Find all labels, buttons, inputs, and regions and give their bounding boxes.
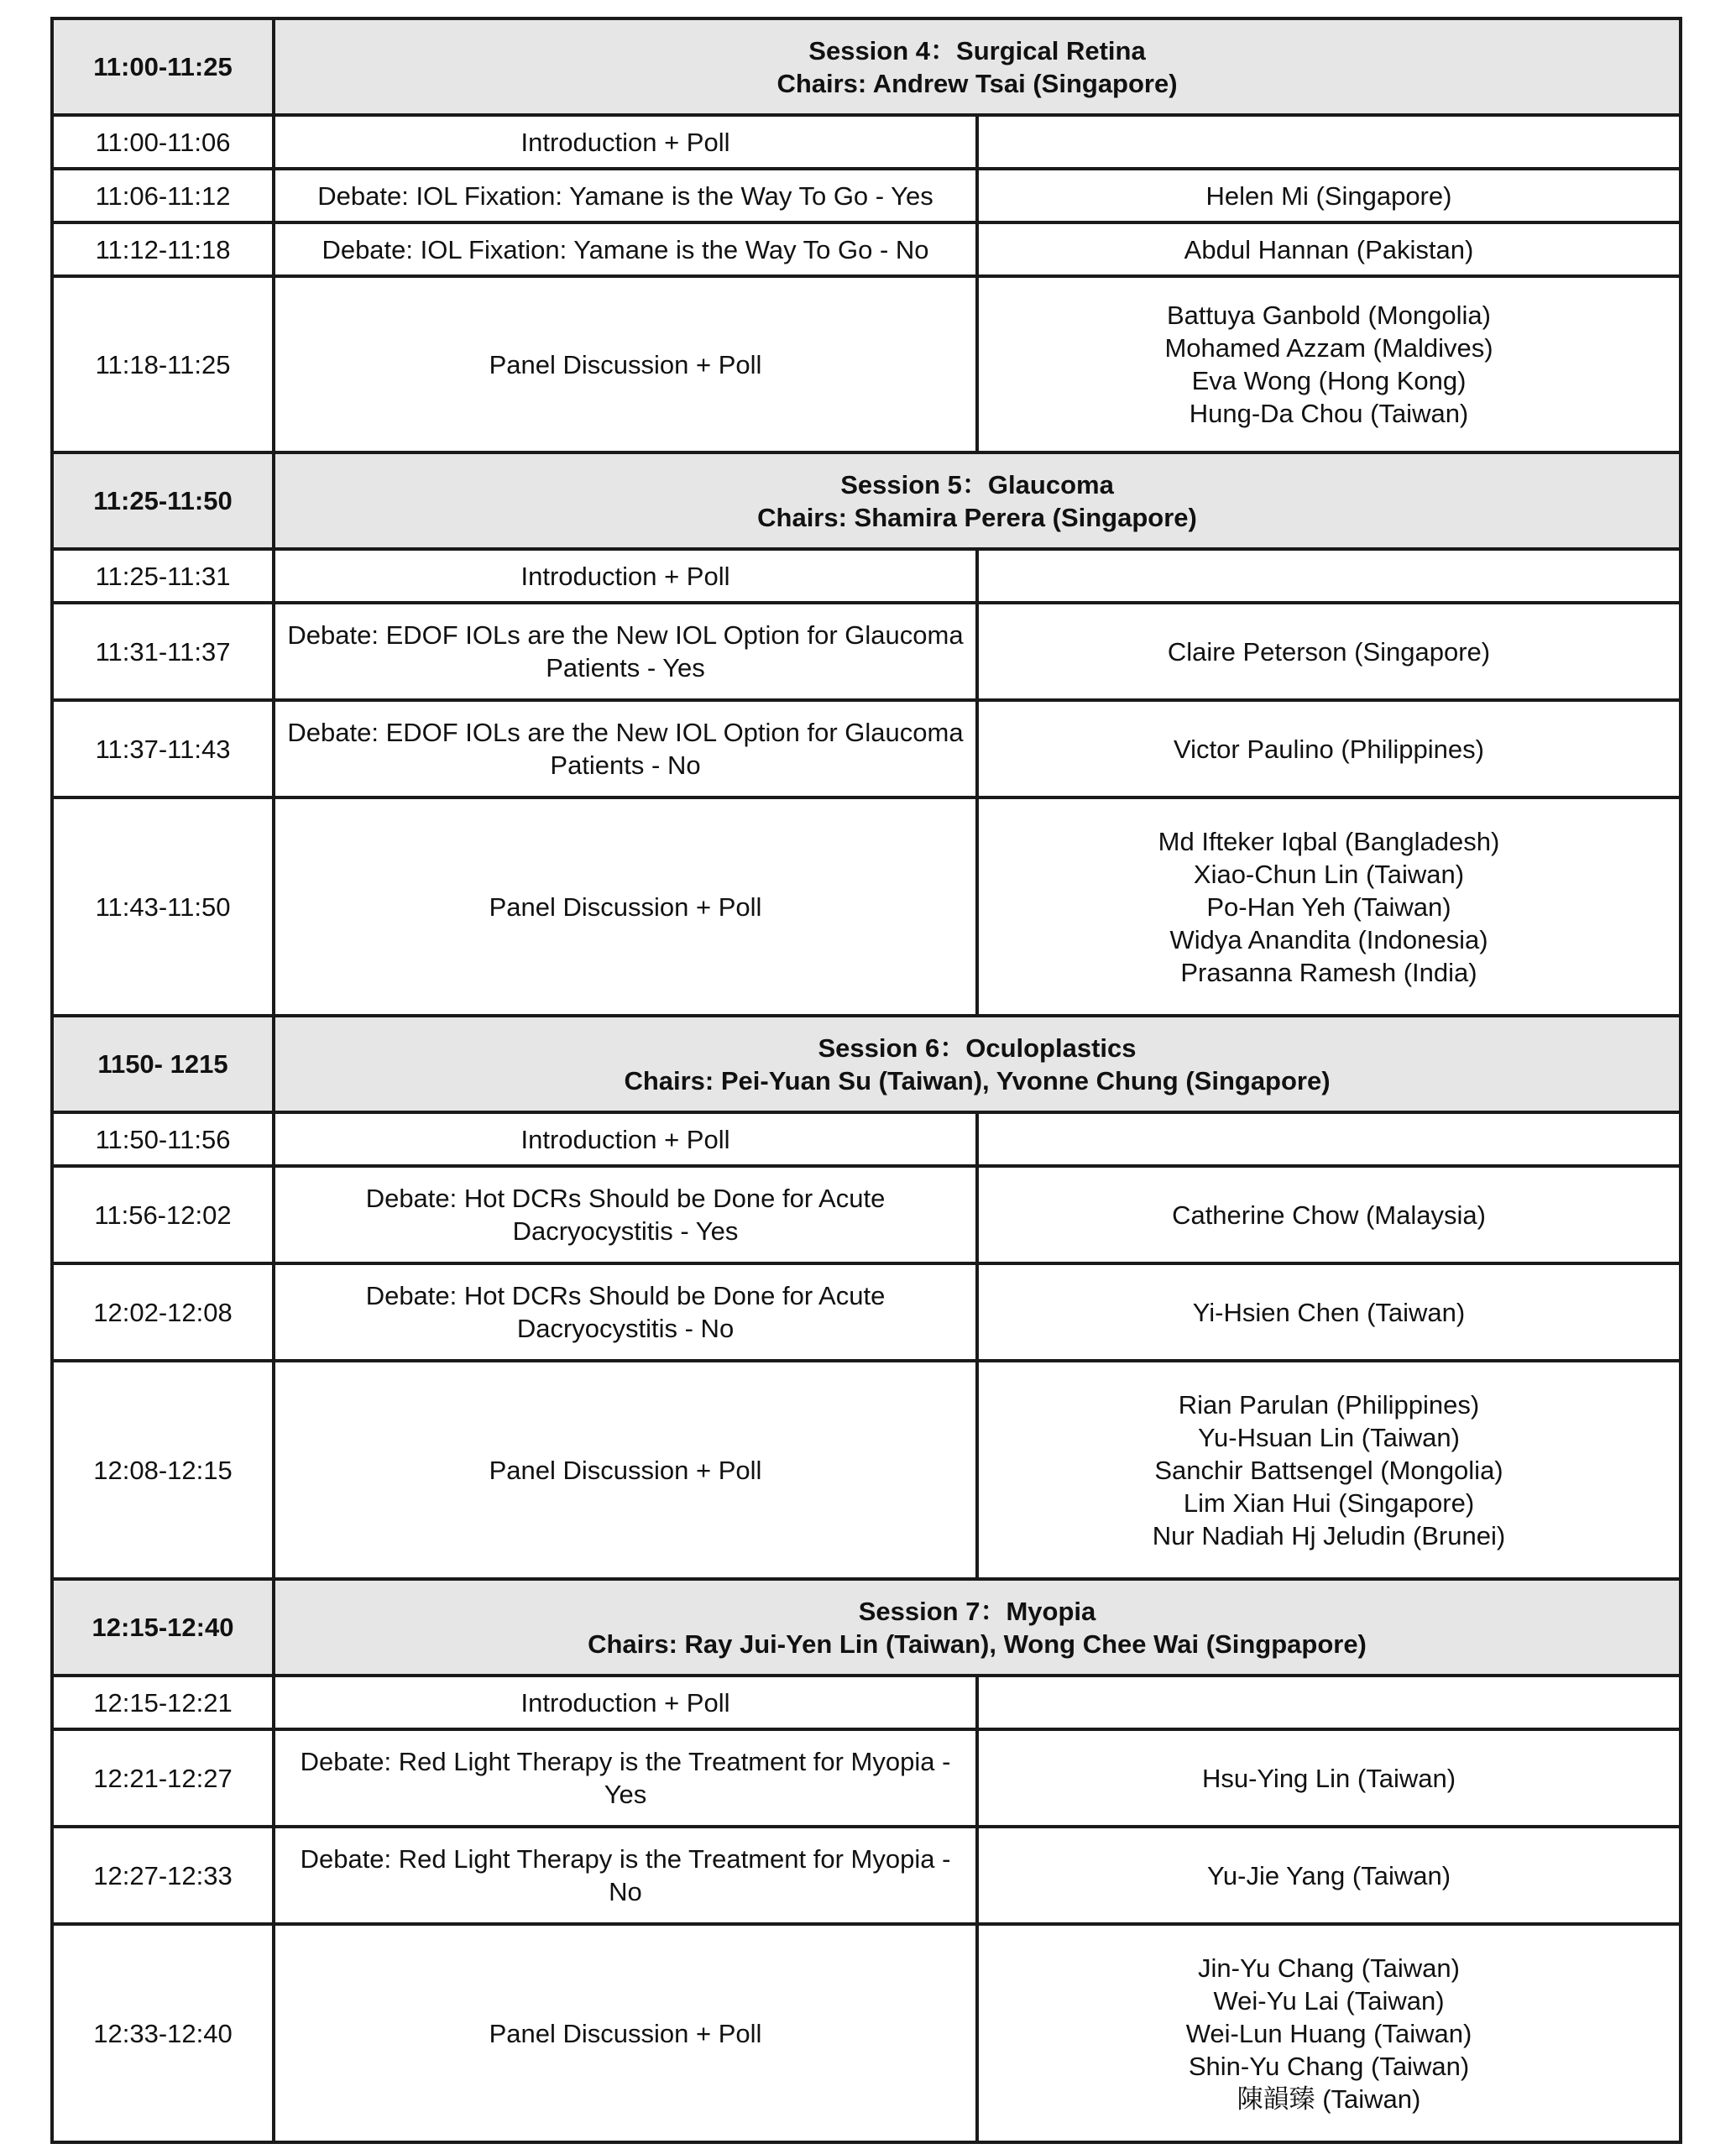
- agenda-topic: Introduction + Poll: [274, 549, 977, 603]
- speaker-name: Claire Peterson (Singapore): [1167, 636, 1491, 667]
- agenda-speakers: [977, 1166, 1681, 1263]
- agenda-speakers: [977, 1676, 1681, 1729]
- session-chairs: Chairs: Shamira Perera (Singapore): [757, 502, 1197, 532]
- topic-line: Patients - No: [550, 750, 701, 780]
- agenda-time: 12:08-12:15: [52, 1361, 274, 1579]
- agenda-topic: Panel Discussion + Poll: [274, 1924, 977, 2142]
- agenda-time: 12:02-12:08: [52, 1263, 274, 1361]
- agenda-topic: Introduction + Poll: [274, 1112, 977, 1166]
- speaker-name: Abdul Hannan (Pakistan): [1184, 234, 1474, 264]
- session-chairs: Chairs: Ray Jui-Yen Lin (Taiwan), Wong Chee Wai (Singpapore): [588, 1629, 1367, 1659]
- session-title: Session 4：Surgical Retina: [808, 35, 1146, 65]
- agenda-speakers: [977, 169, 1681, 222]
- speaker-name: 陳韻臻 (Taiwan): [1237, 2084, 1421, 2114]
- agenda-time: 11:25-11:31: [52, 549, 274, 603]
- speaker-name: Catherine Chow (Malaysia): [1172, 1200, 1486, 1230]
- agenda-speakers: [977, 276, 1681, 452]
- session-heading: [274, 18, 1681, 115]
- speaker-name: Nur Nadiah Hj Jeludin (Brunei): [1152, 1520, 1506, 1550]
- agenda-topic: Panel Discussion + Poll: [274, 276, 977, 452]
- agenda-time: 12:15-12:21: [52, 1676, 274, 1729]
- agenda-topic: Panel Discussion + Poll: [274, 797, 977, 1016]
- session-header-row: [52, 1016, 1681, 1112]
- topic-line: Debate: Red Light Therapy is the Treatment for Myopia -: [300, 1747, 951, 1776]
- topic-line: Yes: [604, 1780, 647, 1809]
- session-title: Session 5：Glaucoma: [840, 469, 1114, 499]
- agenda-time: 11:37-11:43: [52, 700, 274, 797]
- agenda-row: [52, 169, 1681, 222]
- agenda-time: 12:21-12:27: [52, 1729, 274, 1827]
- topic-line: Patients - Yes: [546, 653, 705, 682]
- session-heading: [274, 1016, 1681, 1112]
- agenda-topic: [274, 700, 977, 797]
- agenda-row: [52, 700, 1681, 797]
- agenda-topic: [274, 1166, 977, 1263]
- agenda-row: [52, 549, 1681, 603]
- speaker-name: Yi-Hsien Chen (Taiwan): [1192, 1297, 1466, 1327]
- agenda-speakers: [977, 797, 1681, 1016]
- topic-line: Dacryocystitis - No: [516, 1314, 735, 1343]
- agenda-row: [52, 797, 1681, 1016]
- speaker-name: Shin-Yu Chang (Taiwan): [1188, 2051, 1470, 2081]
- agenda-speakers: [977, 1112, 1681, 1166]
- speaker-name: Wei-Lun Huang (Taiwan): [1185, 2018, 1472, 2048]
- session-heading: [274, 1579, 1681, 1676]
- agenda-time: 11:06-11:12: [52, 169, 274, 222]
- session-chairs: Chairs: Andrew Tsai (Singapore): [776, 68, 1178, 98]
- speaker-name: Lim Xian Hui (Singapore): [1183, 1488, 1475, 1518]
- topic-line: Debate: Red Light Therapy is the Treatment for Myopia -: [300, 1844, 951, 1874]
- agenda-time: 12:27-12:33: [52, 1827, 274, 1924]
- speaker-name: Wei-Yu Lai (Taiwan): [1213, 1985, 1445, 2016]
- schedule-table: [50, 17, 1682, 2144]
- agenda-topic: [274, 1263, 977, 1361]
- agenda-time: 11:50-11:56: [52, 1112, 274, 1166]
- session-header-row: [52, 452, 1681, 549]
- speaker-name: Rian Parulan (Philippines): [1178, 1389, 1480, 1420]
- session-header-row: [52, 1579, 1681, 1676]
- agenda-speakers: [977, 1361, 1681, 1579]
- speaker-name: Po-Han Yeh (Taiwan): [1206, 891, 1451, 922]
- session-title: Session 7：Myopia: [858, 1596, 1096, 1626]
- agenda-time: 11:00-11:06: [52, 115, 274, 169]
- agenda-topic: Introduction + Poll: [274, 115, 977, 169]
- speaker-name: Eva Wong (Hong Kong): [1191, 366, 1467, 395]
- agenda-row: [52, 1112, 1681, 1166]
- agenda-topic: Debate: IOL Fixation: Yamane is the Way To Go - No: [274, 222, 977, 276]
- agenda-speakers: [977, 603, 1681, 700]
- agenda-row: [52, 1361, 1681, 1579]
- agenda-time: 11:56-12:02: [52, 1166, 274, 1263]
- agenda-row: [52, 1924, 1681, 2142]
- session-time: 12:15-12:40: [52, 1579, 274, 1676]
- agenda-row: [52, 1263, 1681, 1361]
- agenda-speakers: [977, 549, 1681, 603]
- agenda-time: 11:12-11:18: [52, 222, 274, 276]
- agenda-speakers: [977, 1827, 1681, 1924]
- speaker-name: Md Ifteker Iqbal (Bangladesh): [1158, 826, 1500, 856]
- speaker-name: Hung-Da Chou (Taiwan): [1189, 399, 1469, 428]
- speaker-name: Helen Mi (Singapore): [1205, 180, 1452, 211]
- agenda-topic: Introduction + Poll: [274, 1676, 977, 1729]
- speaker-name: Battuya Ganbold (Mongolia): [1166, 301, 1491, 330]
- agenda-row: [52, 1729, 1681, 1827]
- agenda-topic: [274, 1729, 977, 1827]
- agenda-speakers: [977, 115, 1681, 169]
- topic-line: Debate: EDOF IOLs are the New IOL Option for Glaucoma: [287, 718, 964, 747]
- agenda-row: [52, 222, 1681, 276]
- speaker-name: Sanchir Battsengel (Mongolia): [1154, 1455, 1503, 1485]
- agenda-row: [52, 603, 1681, 700]
- agenda-time: 12:33-12:40: [52, 1924, 274, 2142]
- agenda-row: [52, 276, 1681, 452]
- agenda-speakers: [977, 1263, 1681, 1361]
- speaker-name: Yu-Hsuan Lin (Taiwan): [1198, 1422, 1460, 1452]
- topic-line: Dacryocystitis - Yes: [512, 1216, 739, 1246]
- agenda-time: 11:31-11:37: [52, 603, 274, 700]
- agenda-time: 11:43-11:50: [52, 797, 274, 1016]
- speaker-name: Jin-Yu Chang (Taiwan): [1198, 1953, 1460, 1983]
- session-header-row: [52, 18, 1681, 115]
- session-time: 11:25-11:50: [52, 452, 274, 549]
- speaker-name: Xiao-Chun Lin (Taiwan): [1193, 859, 1465, 889]
- agenda-row: [52, 115, 1681, 169]
- speaker-name: Yu-Jie Yang (Taiwan): [1206, 1860, 1451, 1890]
- agenda-topic: [274, 1827, 977, 1924]
- agenda-time: 11:18-11:25: [52, 276, 274, 452]
- session-heading: [274, 452, 1681, 549]
- topic-line: Debate: Hot DCRs Should be Done for Acute: [365, 1184, 886, 1213]
- topic-line: No: [609, 1877, 642, 1906]
- session-title: Session 6：Oculoplastics: [818, 1033, 1137, 1063]
- agenda-row: [52, 1166, 1681, 1263]
- agenda-row: [52, 1827, 1681, 1924]
- agenda-row: [52, 1676, 1681, 1729]
- agenda-topic: [274, 603, 977, 700]
- speaker-name: Victor Paulino (Philippines): [1174, 734, 1484, 764]
- session-time: 11:00-11:25: [52, 18, 274, 115]
- agenda-speakers: [977, 700, 1681, 797]
- speaker-name: Widya Anandita (Indonesia): [1169, 924, 1488, 954]
- session-chairs: Chairs: Pei-Yuan Su (Taiwan), Yvonne Chung (Singapore): [624, 1065, 1331, 1095]
- agenda-speakers: [977, 222, 1681, 276]
- speaker-name: Prasanna Ramesh (India): [1180, 957, 1477, 987]
- agenda-topic: Debate: IOL Fixation: Yamane is the Way To Go - Yes: [274, 169, 977, 222]
- topic-line: Debate: Hot DCRs Should be Done for Acute: [365, 1281, 886, 1310]
- agenda-topic: Panel Discussion + Poll: [274, 1361, 977, 1579]
- topic-line: Debate: EDOF IOLs are the New IOL Option for Glaucoma: [287, 620, 964, 650]
- agenda-speakers: [977, 1729, 1681, 1827]
- session-time: 1150- 1215: [52, 1016, 274, 1112]
- speaker-name: Mohamed Azzam (Maldives): [1164, 333, 1493, 363]
- speaker-name: Hsu-Ying Lin (Taiwan): [1201, 1763, 1456, 1793]
- agenda-speakers: [977, 1924, 1681, 2142]
